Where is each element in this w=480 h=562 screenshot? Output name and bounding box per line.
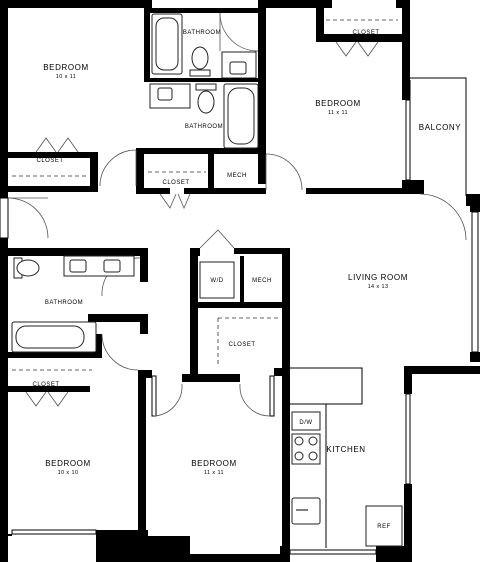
living-room-label: LIVING ROOM [348,273,408,282]
bedroom-nw-dim: 10 x 11 [55,74,77,80]
closet-center-label: CLOSET [228,342,256,348]
bedroom-sw-label: BEDROOM [45,459,91,468]
bedroom-ne-label: BEDROOM [315,99,361,108]
dishwasher-label: D/W [299,420,313,426]
bathroom-mid-label: BATHROOM [184,124,224,130]
living-room-dim: 14 x 13 [367,284,389,290]
bedroom-s-label: BEDROOM [191,459,237,468]
mech-mid-label: MECH [252,278,272,284]
mech-top-label: MECH [227,173,247,179]
bedroom-sw-dim: 10 x 10 [57,470,79,476]
closet-sw-label: CLOSET [32,382,60,388]
bathroom-top-label: BATHROOM [182,30,222,36]
bedroom-nw-label: BEDROOM [43,63,89,72]
fridge-label: REF [377,524,391,530]
closet-nw-label: CLOSET [36,158,64,164]
balcony-label: BALCONY [418,123,462,132]
closet-ne-label: CLOSET [352,30,380,36]
balcony [410,78,466,196]
bedroom-ne-dim: 11 x 11 [327,110,349,116]
kitchen-label: KITCHEN [326,445,366,454]
bathroom-west-label: BATHROOM [44,300,84,306]
closet-hall-label: CLOSET [162,180,190,186]
laundry-label: W/D [210,278,224,284]
bedroom-s-dim: 11 x 11 [203,470,225,476]
